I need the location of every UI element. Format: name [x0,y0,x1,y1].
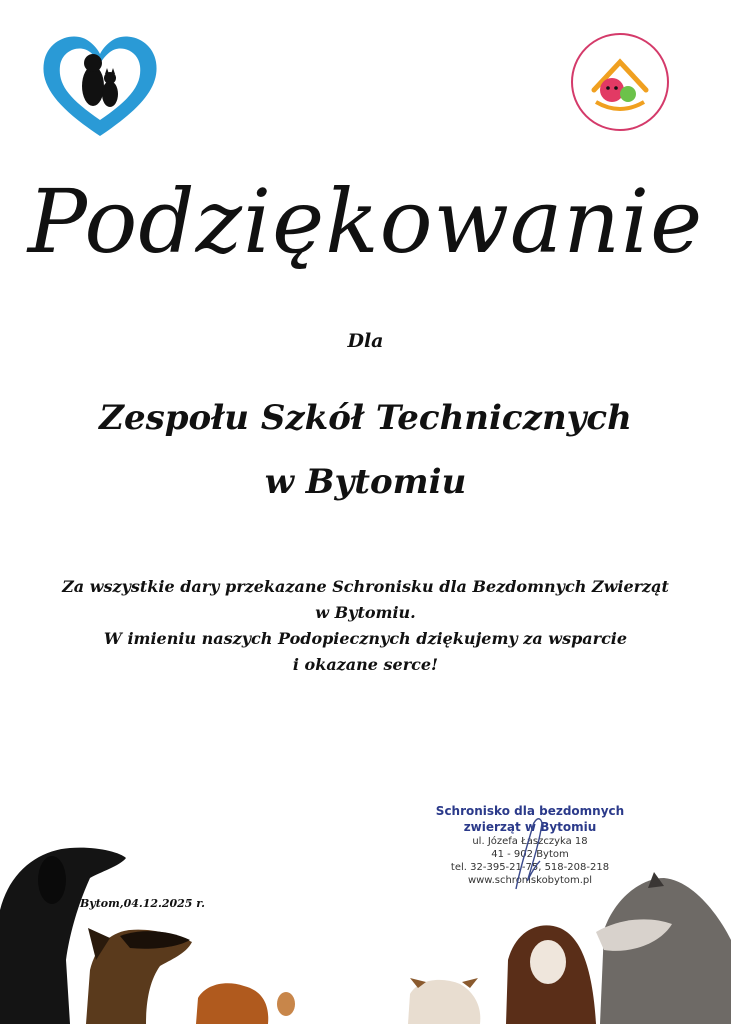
stamp-line: tel. 32-395-21-75, 518-208-218 [450,862,610,873]
stamp-line: www.schroniskobytom.pl [467,875,593,886]
stamp-line: 41 - 902 Bytom [491,849,569,860]
message-line: Za wszystkie dary przekazane Schronisku dla Bezdomnych Zwierząt [62,577,669,596]
for-label: Dla [347,330,384,352]
message-line: i okazane serce! [292,655,439,674]
stamp-line: ul. Józefa Łaszczyka 18 [472,836,588,847]
thank-you-message [40,574,691,678]
recipient-name-line1: Zespołu Szkół Technicznych [99,398,632,438]
issue-date: Bytom,04.12.2025 r. [80,897,205,910]
stamp-line: zwierząt w Bytomiu [463,820,597,834]
message-line: w Bytomiu. [315,603,416,622]
signature-icon [510,809,550,895]
message-line: W imieniu naszych Podopiecznych dziękujemy za wsparcie [103,629,628,648]
stamp-line: Schronisko dla bezdomnych [435,804,625,818]
certificate-title: Podziękowanie [27,170,704,273]
association-logo [38,28,162,140]
recipient-name-line2: w Bytomiu [264,462,467,502]
shelter-logo [570,32,670,132]
shelter-stamp [420,803,640,887]
